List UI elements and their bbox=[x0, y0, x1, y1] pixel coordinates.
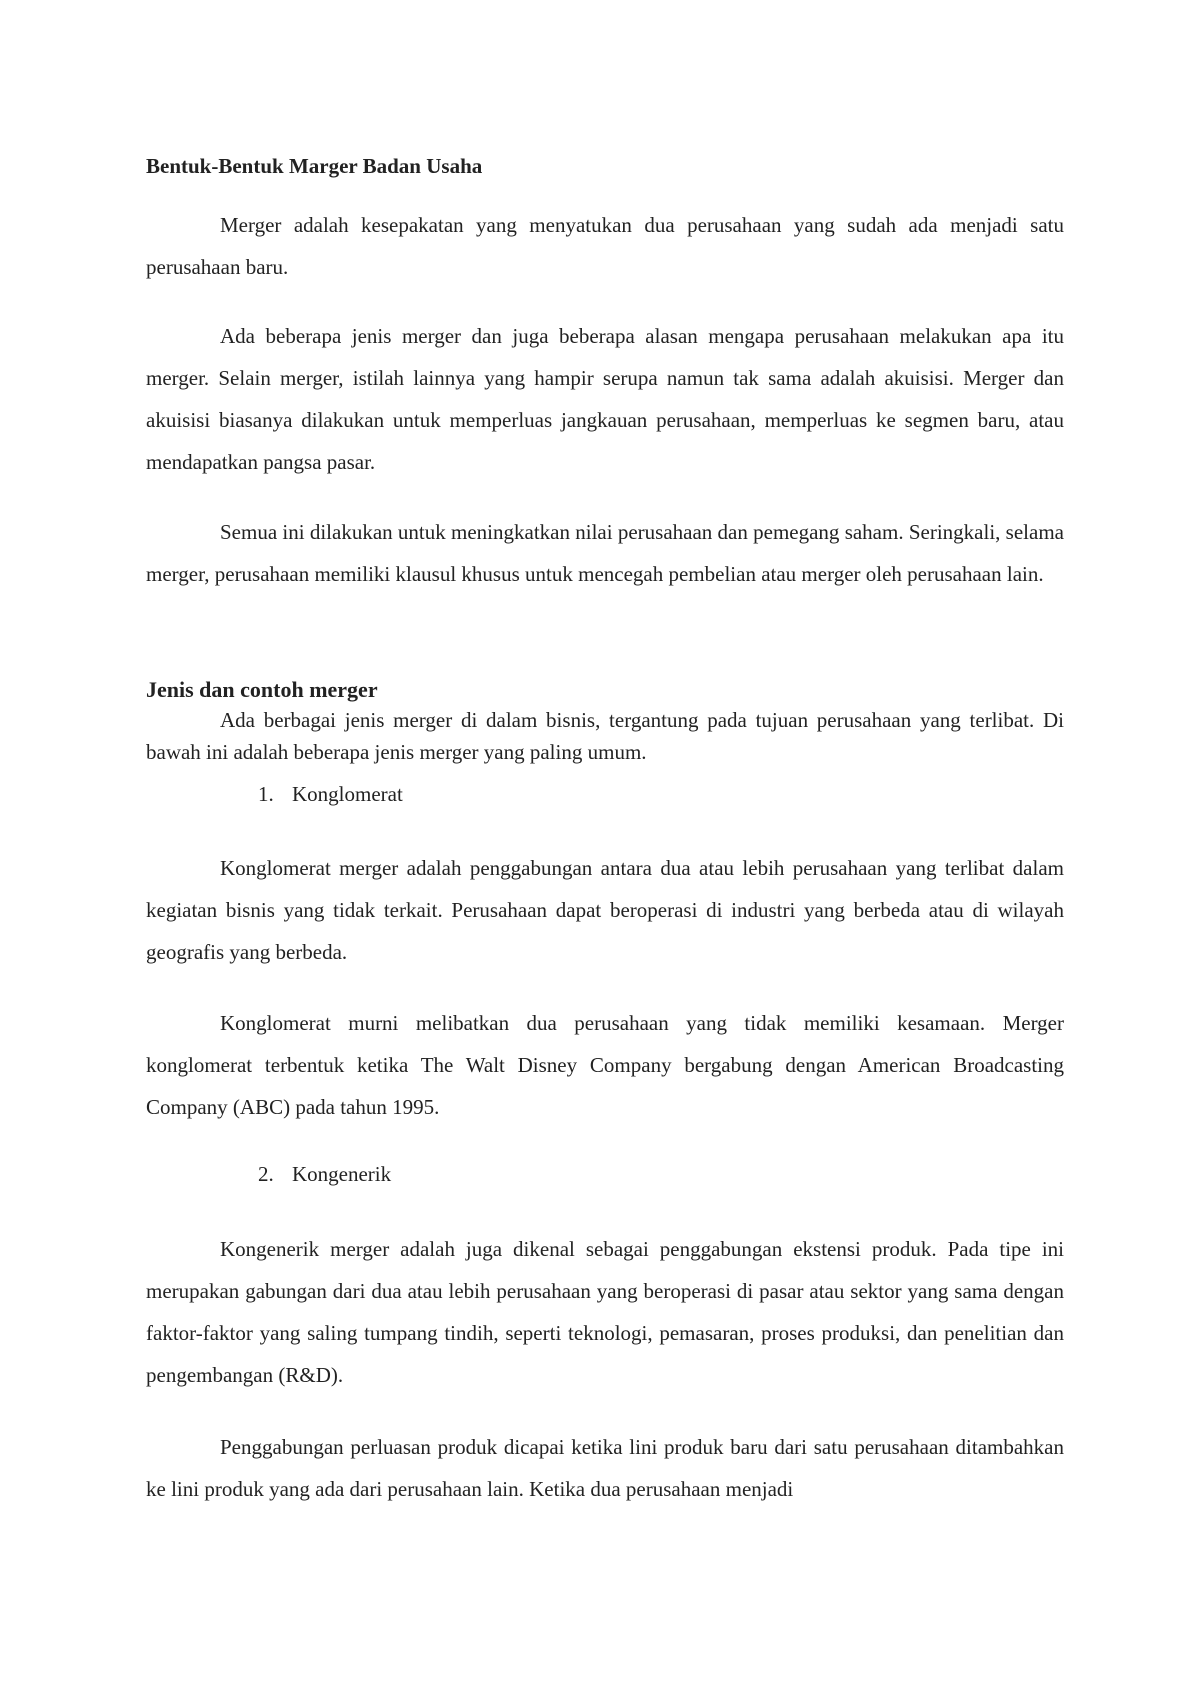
section-intro: Ada berbagai jenis merger di dalam bisnis, tergantung pada tujuan perusahaan yang terlibat. Di bawah ini adalah beberapa jenis merger yang paling umum. bbox=[146, 708, 1064, 764]
document-title: Bentuk-Bentuk Marger Badan Usaha bbox=[146, 154, 483, 178]
paragraph-definition: Merger adalah kesepakatan yang menyatukan dua perusahaan yang sudah ada menjadi satu perusahaan baru. bbox=[146, 213, 1064, 279]
paragraph-kongenerik-definition: Kongenerik merger adalah juga dikenal sebagai penggabungan ekstensi produk. Pada tipe ini merupakan gabungan dari dua atau lebih perusahaan yang beroperasi di pasar atau sektor yang sama dengan faktor-faktor yang saling tumpang tindih, seperti teknologi, pemasaran, proses produksi, dan penelitian dan pengembangan (R&D). bbox=[146, 1237, 1064, 1387]
paragraph-konglomerat-example: Konglomerat murni melibatkan dua perusahaan yang tidak memiliki kesamaan. Merger konglomerat terbentuk ketika The Walt Disney Company bergabung dengan American Broadcasting Company (ABC) pada tahun 1995. bbox=[146, 1011, 1064, 1119]
list-item-konglomerat bbox=[258, 780, 403, 808]
list-item-kongenerik bbox=[258, 1160, 391, 1188]
paragraph-merger-goals: Semua ini dilakukan untuk meningkatkan nilai perusahaan dan pemegang saham. Seringkali, selama merger, perusahaan memiliki klausul khusus untuk mencegah pembelian atau merger oleh perusahaan lain. bbox=[146, 520, 1064, 586]
list-number: 1. bbox=[258, 782, 274, 806]
paragraph-kongenerik-extension: Penggabungan perluasan produk dicapai ketika lini produk baru dari satu perusahaan ditambahkan ke lini produk yang ada dari perusahaan lain. Ketika dua perusahaan menjadi bbox=[146, 1435, 1064, 1501]
list-label: Kongenerik bbox=[292, 1162, 392, 1186]
list-number: 2. bbox=[258, 1162, 274, 1186]
paragraph-konglomerat-definition: Konglomerat merger adalah penggabungan antara dua atau lebih perusahaan yang terlibat dalam kegiatan bisnis yang tidak terkait. Perusahaan dapat beroperasi di industri yang berbeda atau di wilayah geografis yang berbeda. bbox=[146, 856, 1064, 964]
list-label: Konglomerat bbox=[292, 782, 403, 806]
section-heading: Jenis dan contoh merger bbox=[146, 677, 378, 702]
paragraph-merger-types-reasons: Ada beberapa jenis merger dan juga beberapa alasan mengapa perusahaan melakukan apa itu merger. Selain merger, istilah lainnya yang hampir serupa namun tak sama adalah akuisisi. Merger dan akuisisi biasanya dilakukan untuk memperluas jangkauan perusahaan, memperluas ke segmen baru, atau mendapatkan pangsa pasar. bbox=[146, 324, 1064, 474]
